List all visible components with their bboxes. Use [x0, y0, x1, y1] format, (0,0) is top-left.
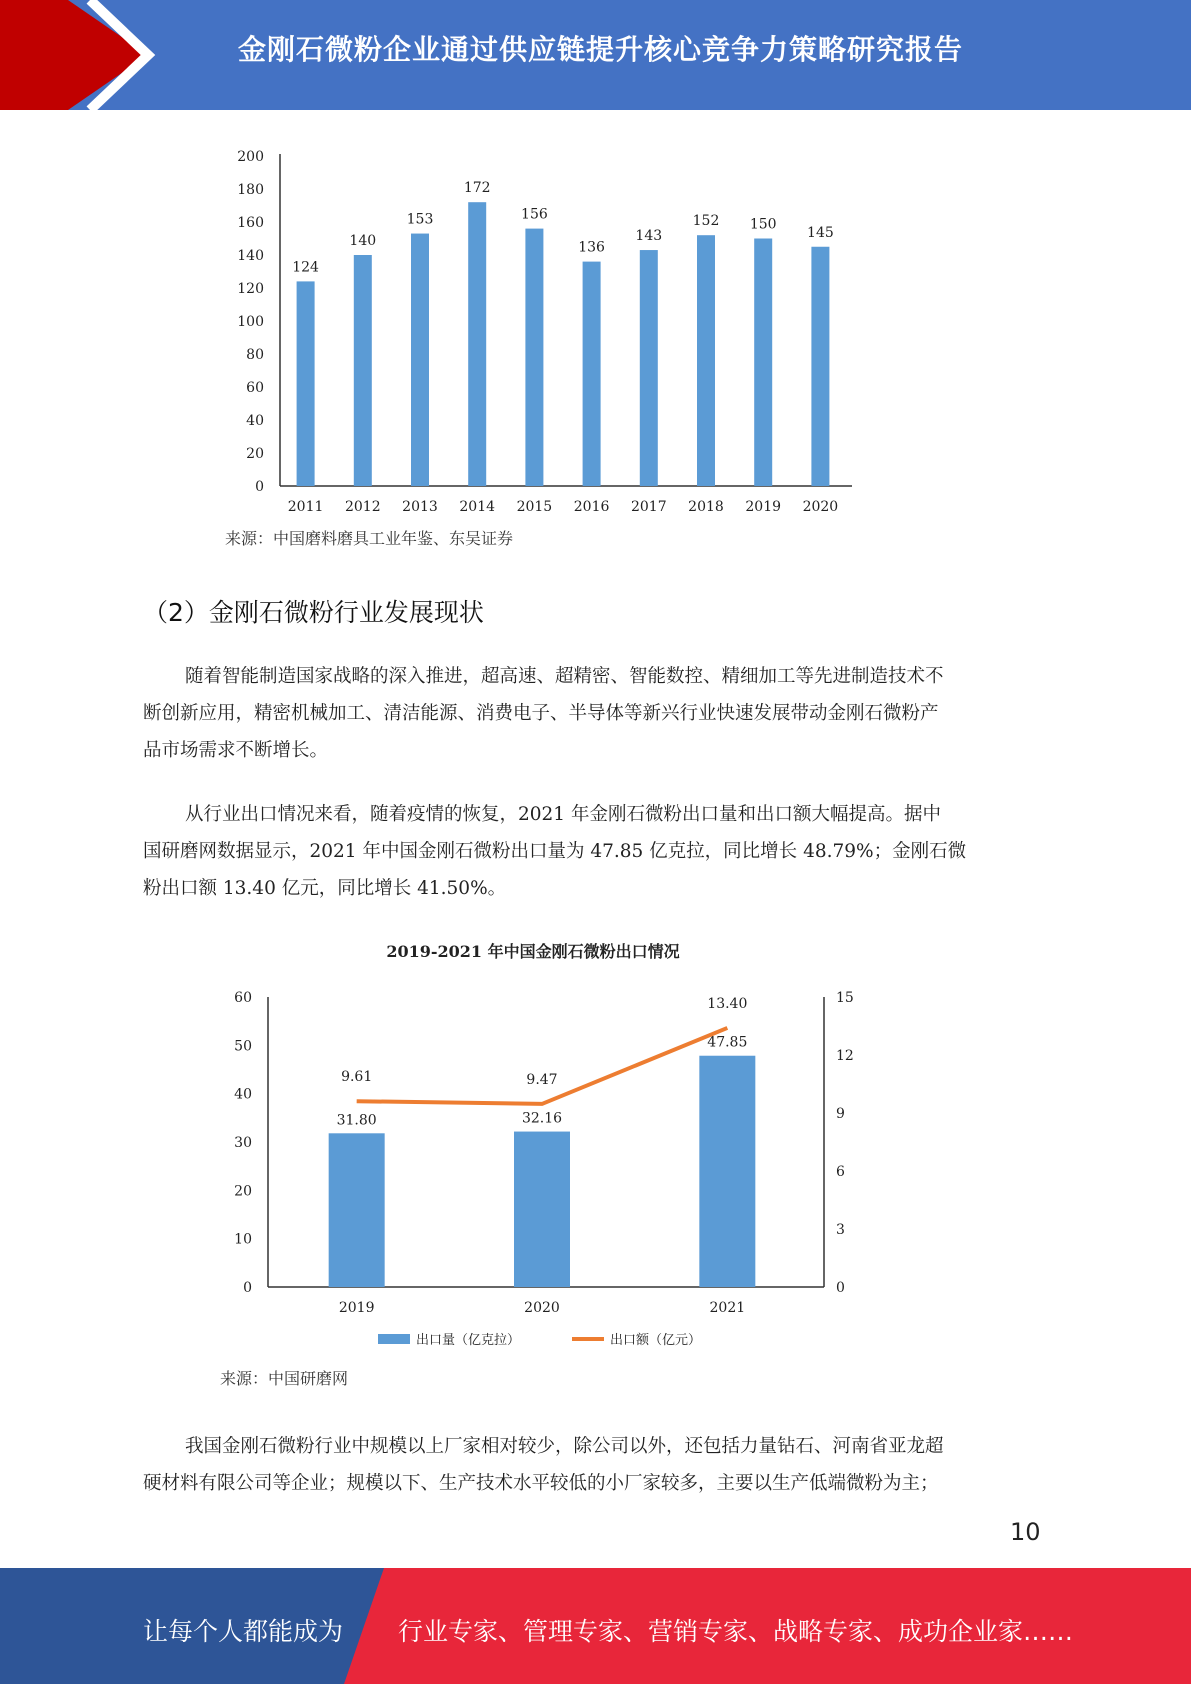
- left-y-tick-label: 10: [234, 1231, 252, 1248]
- x-tick-label: 2021: [709, 1300, 746, 1316]
- bar: [811, 247, 829, 486]
- right-y-tick-label: 15: [836, 990, 854, 1006]
- right-y-tick-label: 12: [836, 1048, 854, 1064]
- legend-line-label: 出口额（亿元）: [610, 1333, 702, 1348]
- data-label: 140: [349, 233, 377, 249]
- bar: [697, 235, 715, 486]
- x-tick-label: 2014: [459, 499, 496, 515]
- chart1-source: 来源：中国磨料磨具工业年鉴、东吴证券: [225, 529, 514, 548]
- legend-bar-label: 出口量（亿克拉）: [416, 1333, 521, 1348]
- bar: [699, 1056, 755, 1287]
- bar: [297, 281, 315, 486]
- paragraph-1-line-2: 断创新应用，精密机械加工、清洁能源、消费电子、半导体等新兴行业快速发展带动金刚石微粉产: [143, 703, 939, 724]
- y-tick-label: 100: [237, 314, 264, 330]
- right-y-tick-label: 9: [836, 1106, 845, 1122]
- x-tick-label: 2015: [516, 499, 553, 515]
- bar: [525, 229, 543, 486]
- data-label: 124: [292, 259, 319, 276]
- left-y-tick-label: 60: [234, 990, 252, 1006]
- chart-title: 2019-2021 年中国金刚石微粉出口情况: [386, 942, 680, 961]
- y-tick-label: 0: [255, 479, 264, 495]
- page-number: 10: [1010, 1518, 1041, 1546]
- section-heading: （2）金刚石微粉行业发展现状: [143, 598, 484, 627]
- data-label: 143: [635, 228, 663, 245]
- footer-slogan-right: 行业专家、管理专家、营销专家、战略专家、成功企业家……: [398, 1617, 1074, 1646]
- paragraph-3-line-1: 我国金刚石微粉行业中规模以上厂家相对较少，除公司以外，还包括力量钻石、河南省亚龙超: [185, 1436, 944, 1457]
- bar: [754, 239, 772, 487]
- bar: [468, 202, 486, 486]
- x-tick-label: 2019: [338, 1300, 375, 1316]
- bar: [354, 255, 372, 486]
- line-data-label: 9.61: [341, 1069, 373, 1086]
- y-tick-label: 40: [246, 413, 264, 429]
- x-tick-label: 2013: [402, 499, 438, 515]
- left-y-tick-label: 30: [234, 1135, 252, 1151]
- bar: [583, 262, 601, 486]
- bar: [640, 250, 658, 486]
- left-y-tick-label: 40: [234, 1086, 252, 1103]
- paragraph-1-line-3: 品市场需求不断增长。: [143, 740, 329, 761]
- x-tick-label: 2012: [344, 499, 381, 515]
- data-label: 172: [463, 180, 491, 197]
- y-tick-label: 180: [237, 182, 264, 198]
- data-label: 156: [521, 206, 548, 223]
- paragraph-3-line-2: 硬材料有限公司等企业；规模以下、生产技术水平较低的小厂家较多，主要以生产低端微粉为主；: [143, 1473, 939, 1494]
- page-footer: [0, 1568, 1191, 1684]
- right-y-tick-label: 6: [836, 1164, 845, 1180]
- header-title: 金刚石微粉企业通过供应链提升核心竞争力策略研究报告: [238, 33, 964, 66]
- legend-bar-swatch: [378, 1334, 410, 1344]
- chart2-source: 来源：中国研磨网: [220, 1369, 349, 1388]
- left-y-tick-label: 20: [234, 1183, 252, 1200]
- data-label: 150: [749, 216, 777, 233]
- y-tick-label: 200: [237, 149, 264, 165]
- data-label: 152: [692, 213, 720, 230]
- bar: [514, 1132, 570, 1287]
- y-tick-label: 140: [237, 248, 264, 264]
- y-tick-label: 60: [246, 380, 264, 396]
- line-data-label: 9.47: [526, 1071, 558, 1088]
- paragraph-2-line-2: 国研磨网数据显示，2021 年中国金刚石微粉出口量为 47.85 亿克拉，同比增长 48.79%；金刚石微: [143, 841, 967, 862]
- left-y-tick-label: 50: [234, 1038, 252, 1055]
- data-label: 136: [578, 239, 605, 256]
- paragraph-2-line-1: 从行业出口情况来看，随着疫情的恢复，2021 年金刚石微粉出口量和出口额大幅提高。据中: [185, 804, 941, 825]
- x-tick-label: 2020: [802, 499, 839, 515]
- x-tick-label: 2016: [573, 499, 610, 515]
- page-header: [0, 0, 1191, 110]
- paragraph-2: [143, 796, 1048, 907]
- bar: [329, 1133, 385, 1287]
- bar-data-label: 47.85: [707, 1034, 748, 1051]
- export-combo-chart: [210, 930, 890, 1360]
- bar-data-label: 32.16: [521, 1110, 563, 1127]
- left-y-tick-label: 0: [243, 1280, 252, 1296]
- y-tick-label: 160: [237, 215, 264, 231]
- footer-slogan-left: 让每个人都能成为: [143, 1617, 344, 1646]
- bar-chart-2011-2020: [210, 140, 870, 520]
- paragraph-3: [143, 1428, 1048, 1502]
- y-tick-label: 80: [246, 347, 264, 363]
- data-label: 145: [807, 224, 834, 241]
- x-tick-label: 2019: [745, 499, 782, 515]
- paragraph-2-line-3: 粉出口额 13.40 亿元，同比增长 41.50%。: [143, 878, 507, 899]
- x-tick-label: 2020: [524, 1300, 560, 1316]
- bar: [411, 234, 429, 486]
- right-y-tick-label: 3: [836, 1222, 845, 1238]
- line-data-label: 13.40: [707, 995, 748, 1012]
- y-tick-label: 20: [246, 446, 264, 462]
- x-tick-label: 2017: [630, 499, 667, 515]
- x-tick-label: 2018: [688, 499, 724, 515]
- paragraph-1: [143, 658, 1048, 769]
- paragraph-1-line-1: 随着智能制造国家战略的深入推进，超高速、超精密、智能数控、精细加工等先进制造技术不: [185, 666, 944, 687]
- right-y-tick-label: 0: [836, 1280, 845, 1296]
- x-tick-label: 2011: [287, 499, 324, 515]
- line-series: [357, 1028, 728, 1104]
- y-tick-label: 120: [237, 281, 264, 297]
- data-label: 153: [406, 211, 434, 228]
- bar-data-label: 31.80: [336, 1112, 377, 1129]
